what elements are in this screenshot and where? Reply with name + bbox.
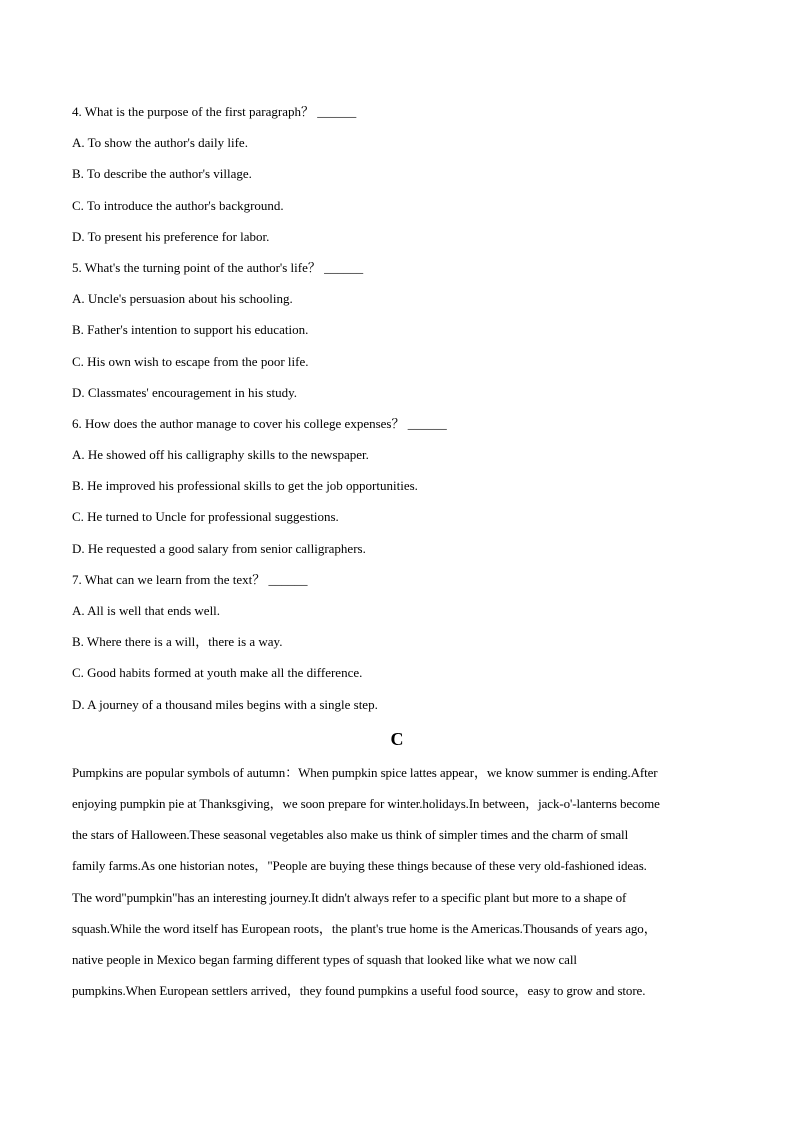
paragraph-line: squash.While the word itself has European roots，the plant's true home is the Americas.Thousands of years ago， — [72, 920, 657, 936]
option-a: A. Uncle's persuasion about his schooling. — [72, 291, 293, 307]
option-c: C. Good habits formed at youth make all the difference. — [72, 665, 363, 681]
option-d: D. To present his preference for labor. — [72, 228, 270, 244]
option-a: A. To show the author's daily life. — [72, 135, 248, 151]
paragraph-line: pumpkins.When European settlers arrived，they found pumpkins a useful food source，easy to grow and store. — [72, 983, 646, 999]
question-4 — [72, 102, 722, 258]
paragraph-line: Pumpkins are popular symbols of autumn：When pumpkin spice lattes appear，we know summer is ending.After — [72, 764, 658, 780]
section-title: C — [390, 728, 404, 749]
question-6 — [72, 414, 722, 570]
paragraph-line: family farms.As one historian notes，"People are buying these things because of these very old-fashioned ideas. — [72, 858, 647, 874]
option-b: B. He improved his professional skills to get the job opportunities. — [72, 478, 418, 494]
option-a: A. All is well that ends well. — [72, 603, 221, 618]
option-b: B. Where there is a will，there is a way. — [72, 634, 283, 650]
option-a: A. He showed off his calligraphy skills to the newspaper. — [72, 447, 369, 463]
option-d: D. He requested a good salary from senior calligraphers. — [72, 540, 366, 556]
paragraph-line: enjoying pumpkin pie at Thanksgiving，we soon prepare for winter.holidays.In between，jack-o'-lanterns become — [72, 795, 660, 811]
question-5 — [72, 258, 722, 414]
paragraph-line: the stars of Halloween.These seasonal vegetables also make us think of simpler times and the charm of small — [72, 827, 629, 843]
question-stem: 7. What can we learn from the text？ ______ — [72, 571, 308, 587]
paragraph-line: native people in Mexico began farming different types of squash that looked like what we now call — [72, 951, 577, 967]
option-c: C. To introduce the author's background. — [72, 197, 284, 213]
option-c: C. He turned to Uncle for professional suggestions. — [72, 509, 339, 525]
question-stem: 5. What's the turning point of the author's life？ ______ — [72, 259, 364, 275]
option-d: D. A journey of a thousand miles begins with a single step. — [72, 696, 378, 712]
option-c: C. His own wish to escape from the poor life. — [72, 353, 309, 369]
document-page — [72, 102, 722, 1012]
option-d: D. Classmates' encouragement in his study. — [72, 384, 297, 400]
question-stem: 4. What is the purpose of the first paragraph？ ______ — [72, 104, 357, 119]
section-paragraph — [72, 763, 722, 1013]
paragraph-line: The word"pumpkin"has an interesting journey.It didn't always refer to a specific plant but more to a shape of — [72, 889, 627, 905]
question-stem: 6. How does the author manage to cover his college expenses？ ______ — [72, 415, 447, 431]
option-b: B. Father's intention to support his education. — [72, 322, 309, 338]
question-7 — [72, 570, 722, 726]
option-b: B. To describe the author's village. — [72, 166, 252, 182]
